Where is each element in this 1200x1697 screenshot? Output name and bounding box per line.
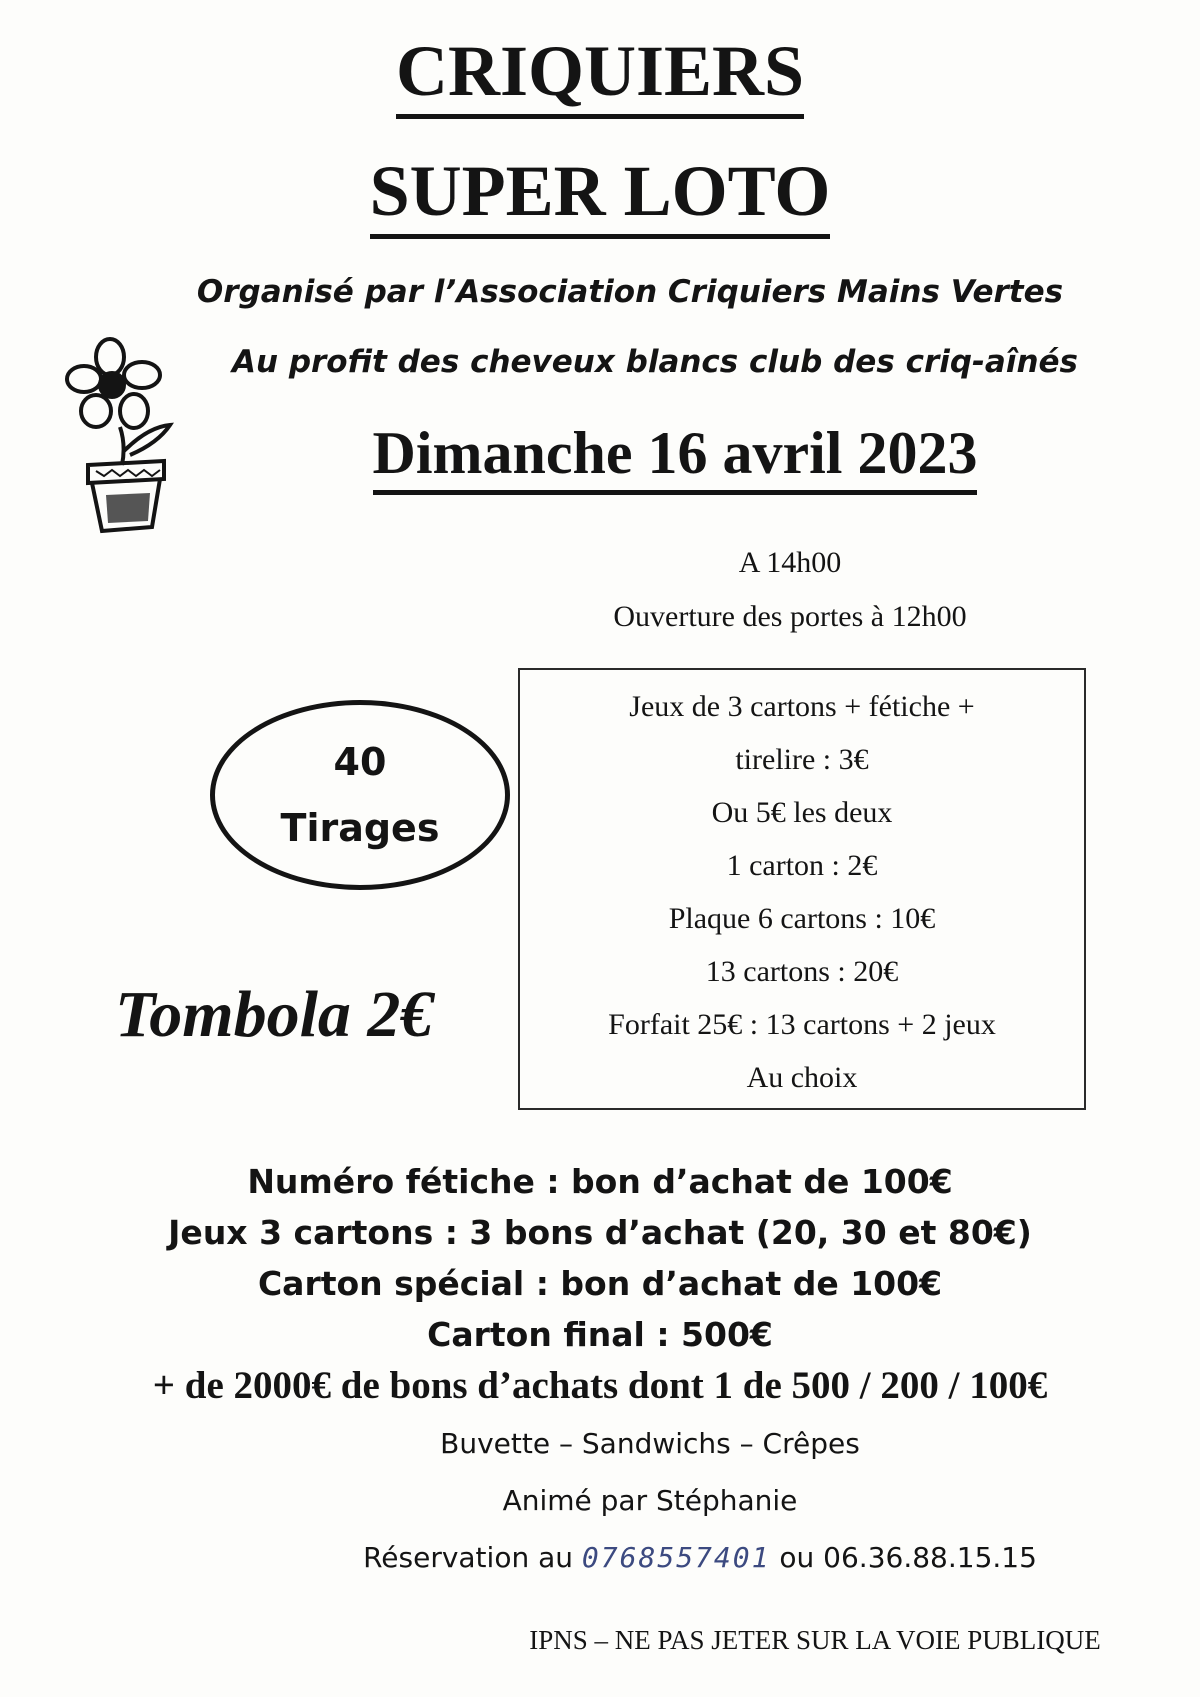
- draws-label: Tirages: [280, 806, 440, 850]
- price-line: Jeux de 3 cartons + fétiche +: [629, 690, 975, 723]
- host-line: Animé par Stéphanie: [502, 1484, 798, 1517]
- price-line: Plaque 6 cartons : 10€: [668, 902, 936, 935]
- beneficiary-line: Au profit des cheveux blancs club des criq-aînés: [231, 344, 1079, 380]
- draws-ellipse: [210, 700, 510, 890]
- reservation-line: [250, 1538, 1150, 1578]
- draws-count: 40: [333, 740, 387, 784]
- flower-pot-icon: [60, 335, 200, 535]
- price-line: Au choix: [746, 1061, 858, 1094]
- reservation-prefix: Réservation au: [363, 1541, 573, 1574]
- doors-open-time: Ouverture des portes à 12h00: [613, 600, 967, 633]
- prize-line: Carton spécial : bon d’achat de 100€: [257, 1264, 943, 1303]
- food-line: Buvette – Sandwichs – Crêpes: [440, 1427, 860, 1460]
- price-line: Ou 5€ les deux: [711, 796, 893, 829]
- price-line: tirelire : 3€: [735, 743, 869, 776]
- reservation-suffix: ou 06.36.88.15.15: [779, 1541, 1037, 1574]
- price-line: 1 carton : 2€: [726, 849, 878, 882]
- prize-total-line: + de 2000€ de bons d’achats dont 1 de 500 / 200 / 100€: [152, 1364, 1048, 1407]
- title-criquiers: CRIQUIERS: [0, 30, 1200, 119]
- footer-notice: IPNS – NE PAS JETER SUR LA VOIE PUBLIQUE: [529, 1625, 1101, 1655]
- prize-line: Numéro fétiche : bon d’achat de 100€: [247, 1162, 953, 1201]
- organizer-line: Organisé par l’Association Criquiers Mains Vertes: [196, 274, 1064, 310]
- prize-line: Jeux 3 cartons : 3 bons d’achat (20, 30 et 80€): [168, 1213, 1032, 1252]
- tombola-price: Tombola 2€: [115, 978, 434, 1051]
- prize-line: Carton final : 500€: [427, 1315, 773, 1354]
- price-line: 13 cartons : 20€: [705, 955, 899, 988]
- handwritten-phone: 0768557401: [581, 1541, 771, 1574]
- title-super-loto: SUPER LOTO: [0, 150, 1200, 239]
- price-line: Forfait 25€ : 13 cartons + 2 jeux: [608, 1008, 996, 1041]
- event-date: Dimanche 16 avril 2023: [200, 418, 1150, 495]
- price-box: [518, 668, 1086, 1110]
- start-time: A 14h00: [738, 546, 842, 579]
